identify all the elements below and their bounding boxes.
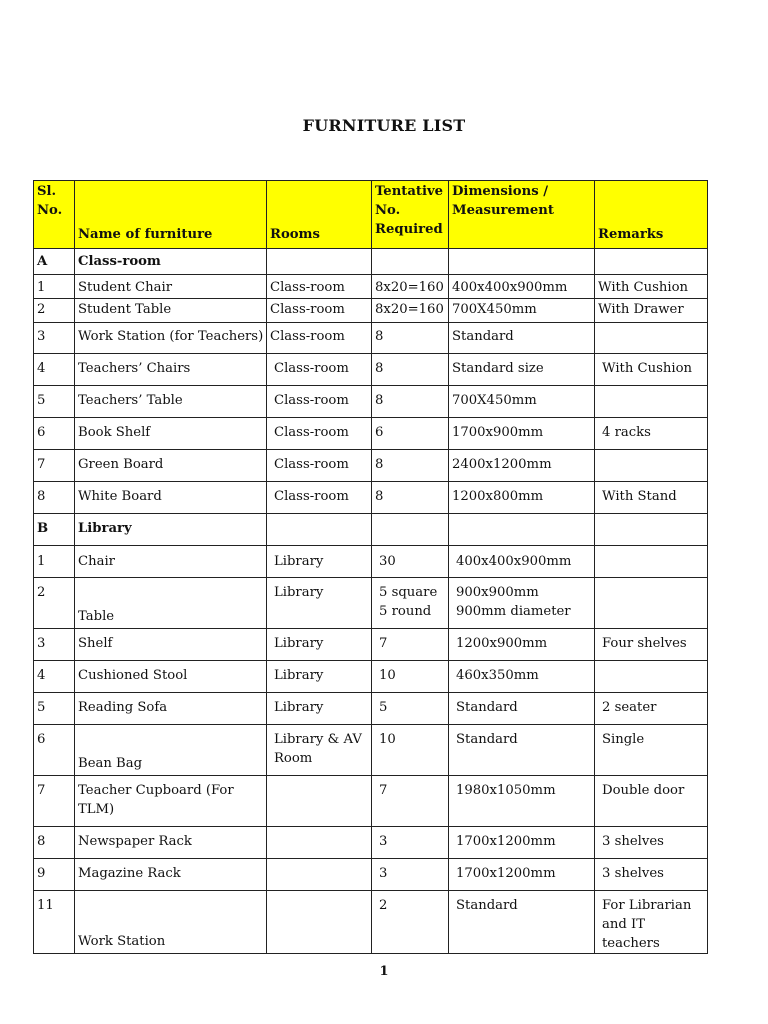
section-code: A — [34, 249, 75, 275]
table-row — [34, 323, 708, 354]
cell-room: Class-room — [267, 450, 372, 482]
cell-remarks: Four shelves — [595, 629, 708, 661]
cell-count: 7 — [372, 776, 449, 827]
cell-remarks — [595, 546, 708, 578]
table-row — [34, 891, 708, 954]
cell-remarks: 2 seater — [595, 693, 708, 725]
cell-sl: 2 — [34, 299, 75, 323]
cell-count: 8 — [372, 482, 449, 514]
cell-sl: 8 — [34, 827, 75, 859]
table-row — [34, 578, 708, 629]
table-row — [34, 354, 708, 386]
cell-count: 8 — [372, 386, 449, 418]
cell-remarks: Single — [595, 725, 708, 776]
table-row — [34, 827, 708, 859]
cell-remarks: Double door — [595, 776, 708, 827]
cell-room — [267, 891, 372, 954]
table-row — [34, 418, 708, 450]
cell-sl: 3 — [34, 629, 75, 661]
cell-dims: 900x900mm 900mm diameter — [449, 578, 595, 629]
cell-dims: 2400x1200mm — [449, 450, 595, 482]
header-rooms: Rooms — [267, 181, 372, 249]
table-row — [34, 629, 708, 661]
cell-dims: 1700x1200mm — [449, 859, 595, 891]
header-name: Name of furniture — [75, 181, 267, 249]
cell-room: Class-room — [267, 482, 372, 514]
cell-dims: 460x350mm — [449, 661, 595, 693]
cell-sl: 6 — [34, 725, 75, 776]
cell-sl: 3 — [34, 323, 75, 354]
section-label: Library — [75, 514, 267, 546]
cell-room: Library — [267, 693, 372, 725]
table-row — [34, 776, 708, 827]
cell-remarks: With Drawer — [595, 299, 708, 323]
cell-count: 8 — [372, 450, 449, 482]
cell-remarks: With Cushion — [595, 354, 708, 386]
cell-sl: 1 — [34, 546, 75, 578]
cell-sl: 7 — [34, 450, 75, 482]
cell-count: 8x20=160 — [372, 275, 449, 299]
cell-count: 5 square 5 round — [372, 578, 449, 629]
table-row — [34, 661, 708, 693]
cell-dims: 700X450mm — [449, 386, 595, 418]
cell-room: Library — [267, 661, 372, 693]
cell-name: Work Station — [75, 891, 267, 954]
cell-name: Bean Bag — [75, 725, 267, 776]
cell-sl: 2 — [34, 578, 75, 629]
cell-room — [267, 827, 372, 859]
cell-remarks — [595, 578, 708, 629]
cell-room: Class-room — [267, 323, 372, 354]
header-sl-no: Sl. No. — [34, 181, 75, 249]
cell-count: 5 — [372, 693, 449, 725]
cell-count: 10 — [372, 661, 449, 693]
cell-sl: 4 — [34, 354, 75, 386]
cell-room: Class-room — [267, 299, 372, 323]
cell-remarks: With Cushion — [595, 275, 708, 299]
cell-name: Student Table — [75, 299, 267, 323]
cell-count: 6 — [372, 418, 449, 450]
cell-sl: 5 — [34, 693, 75, 725]
furniture-table — [33, 180, 708, 954]
cell-sl: 7 — [34, 776, 75, 827]
cell-count: 8 — [372, 354, 449, 386]
cell-dims: Standard size — [449, 354, 595, 386]
cell-sl: 8 — [34, 482, 75, 514]
cell-name: Chair — [75, 546, 267, 578]
page-number: 1 — [379, 964, 389, 979]
cell-count: 2 — [372, 891, 449, 954]
cell-dims: 700X450mm — [449, 299, 595, 323]
table-row — [34, 386, 708, 418]
cell-dims: 1980x1050mm — [449, 776, 595, 827]
section-code: B — [34, 514, 75, 546]
cell-dims: Standard — [449, 725, 595, 776]
section-row-classroom — [34, 249, 708, 275]
cell-count: 7 — [372, 629, 449, 661]
cell-dims: 1200x900mm — [449, 629, 595, 661]
cell-room: Library — [267, 578, 372, 629]
cell-remarks — [595, 661, 708, 693]
cell-name: Teacher Cupboard (For TLM) — [75, 776, 267, 827]
cell-name: Newspaper Rack — [75, 827, 267, 859]
cell-sl: 11 — [34, 891, 75, 954]
section-row-library — [34, 514, 708, 546]
cell-name: Teachers’ Table — [75, 386, 267, 418]
header-remarks: Remarks — [595, 181, 708, 249]
cell-sl: 9 — [34, 859, 75, 891]
table-row — [34, 859, 708, 891]
table-row — [34, 725, 708, 776]
cell-remarks: For Librarian and IT teachers — [595, 891, 708, 954]
cell-sl: 5 — [34, 386, 75, 418]
cell-dims: 1200x800mm — [449, 482, 595, 514]
cell-count: 3 — [372, 859, 449, 891]
table-row — [34, 450, 708, 482]
cell-remarks: 4 racks — [595, 418, 708, 450]
cell-remarks — [595, 450, 708, 482]
cell-name: Reading Sofa — [75, 693, 267, 725]
cell-name: Table — [75, 578, 267, 629]
cell-room: Library & AV Room — [267, 725, 372, 776]
cell-room — [267, 776, 372, 827]
cell-dims: Standard — [449, 693, 595, 725]
cell-count: 8 — [372, 323, 449, 354]
cell-sl: 4 — [34, 661, 75, 693]
header-dimensions: Dimensions / Measurement — [449, 181, 595, 249]
cell-dims: 400x400x900mm — [449, 275, 595, 299]
table-row — [34, 275, 708, 299]
section-label: Class-room — [75, 249, 267, 275]
cell-count: 10 — [372, 725, 449, 776]
cell-name: Teachers’ Chairs — [75, 354, 267, 386]
cell-remarks: With Stand — [595, 482, 708, 514]
cell-name: Work Station (for Teachers) — [75, 323, 267, 354]
cell-count: 30 — [372, 546, 449, 578]
cell-sl: 1 — [34, 275, 75, 299]
cell-dims: Standard — [449, 323, 595, 354]
cell-remarks: 3 shelves — [595, 859, 708, 891]
cell-count: 3 — [372, 827, 449, 859]
cell-room: Class-room — [267, 354, 372, 386]
header-count: Tentative No. Required — [372, 181, 449, 249]
cell-room: Class-room — [267, 418, 372, 450]
cell-count: 8x20=160 — [372, 299, 449, 323]
cell-name: Green Board — [75, 450, 267, 482]
cell-room: Library — [267, 629, 372, 661]
cell-remarks — [595, 386, 708, 418]
cell-sl: 6 — [34, 418, 75, 450]
cell-room — [267, 859, 372, 891]
table-row — [34, 693, 708, 725]
cell-dims: 1700x1200mm — [449, 827, 595, 859]
cell-name: Shelf — [75, 629, 267, 661]
cell-room: Class-room — [267, 275, 372, 299]
cell-name: Cushioned Stool — [75, 661, 267, 693]
cell-room: Library — [267, 546, 372, 578]
table-row — [34, 546, 708, 578]
table-row — [34, 482, 708, 514]
table-header-row — [34, 181, 708, 249]
cell-remarks: 3 shelves — [595, 827, 708, 859]
cell-room: Class-room — [267, 386, 372, 418]
page-title: FURNITURE LIST — [302, 116, 466, 135]
cell-remarks — [595, 323, 708, 354]
cell-name: Magazine Rack — [75, 859, 267, 891]
cell-dims: 400x400x900mm — [449, 546, 595, 578]
table-row — [34, 299, 708, 323]
cell-name: Book Shelf — [75, 418, 267, 450]
cell-name: Student Chair — [75, 275, 267, 299]
cell-dims: 1700x900mm — [449, 418, 595, 450]
cell-name: White Board — [75, 482, 267, 514]
cell-dims: Standard — [449, 891, 595, 954]
